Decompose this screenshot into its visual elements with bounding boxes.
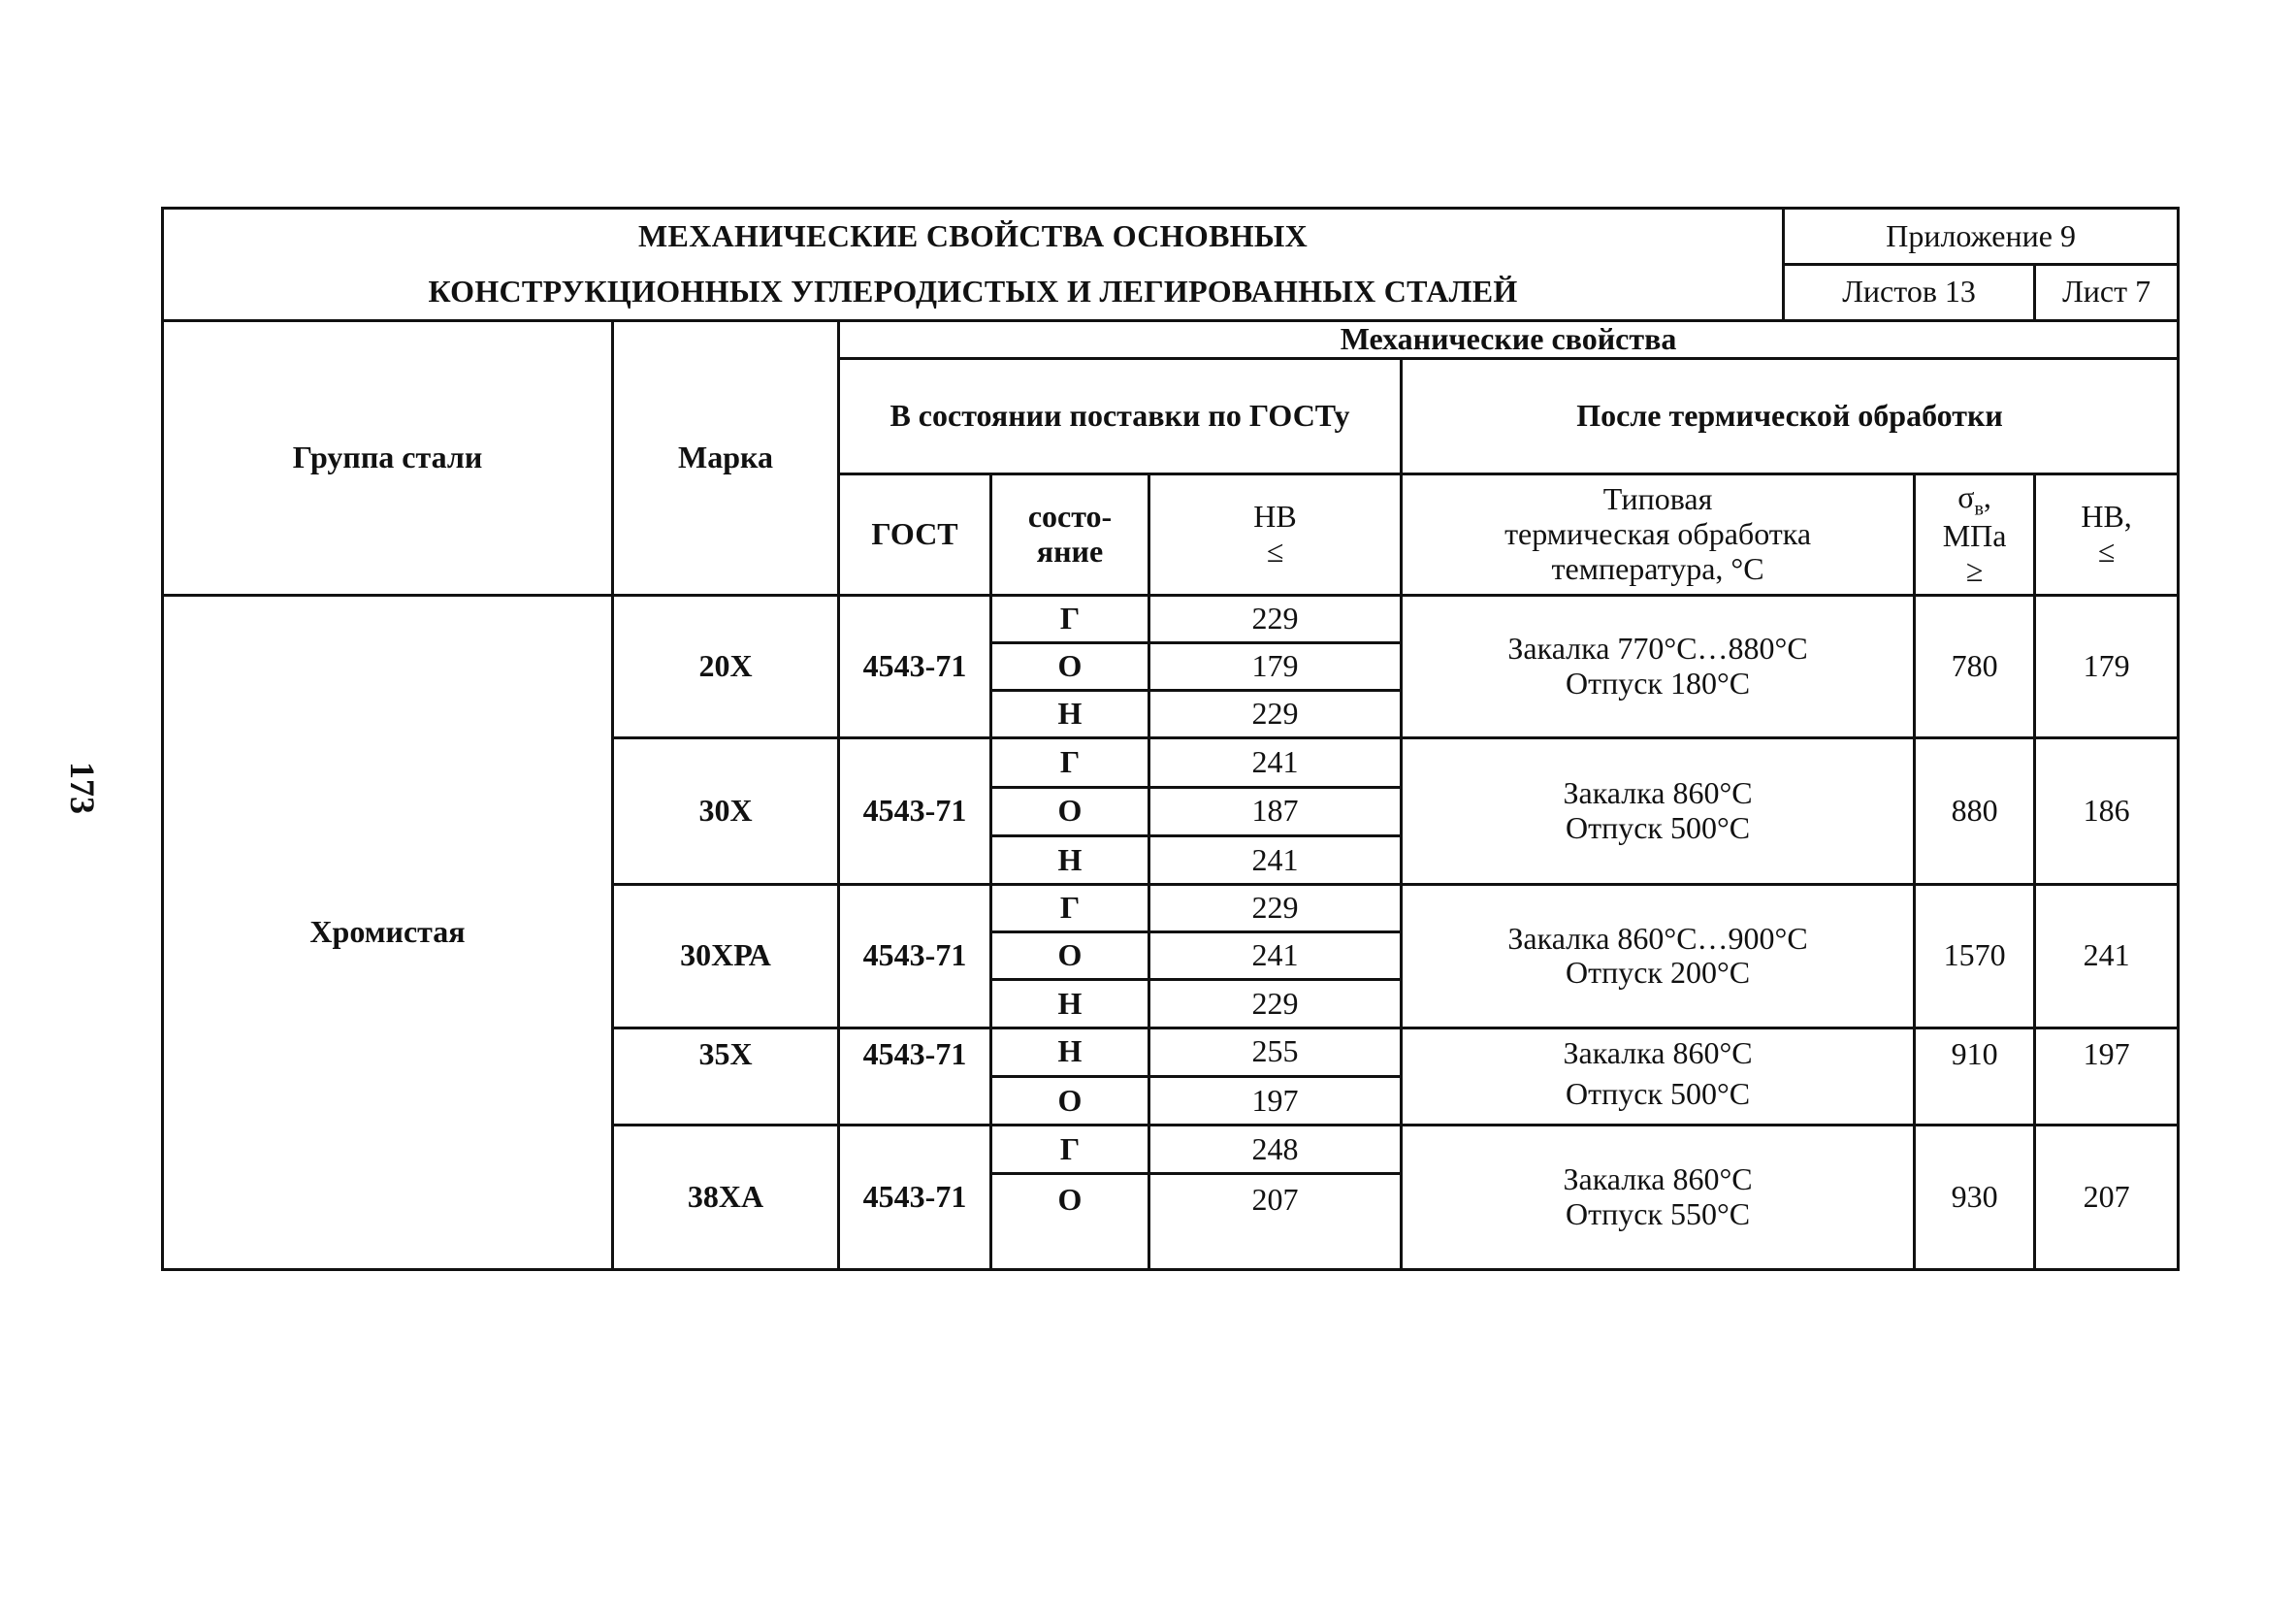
hb-after-cell: 197 xyxy=(2035,1028,2179,1125)
gost-cell: 4543-71 xyxy=(839,595,991,738)
temper-text: Отпуск 200°С xyxy=(1565,955,1751,991)
treatment-header-line-3: температура, °С xyxy=(1551,550,1764,586)
grade-header: Марка xyxy=(613,320,839,595)
hb-cell: 255 xyxy=(1149,1028,1402,1076)
temper-text: Отпуск 550°С xyxy=(1565,1196,1751,1232)
gost-header: ГОСТ xyxy=(839,474,991,596)
sheet-number: Лист 7 xyxy=(2035,265,2179,320)
hb-after-cell: 186 xyxy=(2035,738,2179,885)
steel-properties-table xyxy=(161,207,2180,1271)
gost-cell: 4543-71 xyxy=(839,738,991,885)
hb-after-cell: 241 xyxy=(2035,885,2179,1028)
grade-cell: 30ХРА xyxy=(613,885,839,1028)
hb-cell: 187 xyxy=(1149,787,1402,835)
hb-after-header xyxy=(2035,474,2179,596)
sigma-cell: 930 xyxy=(1915,1126,2035,1270)
sigma-symbol: σ xyxy=(1957,478,1975,514)
gost-cell: 4543-71 xyxy=(839,1028,991,1125)
hb-after-cell: 179 xyxy=(2035,595,2179,738)
group-header: Группа стали xyxy=(163,320,613,595)
after-heat-header: После термической обработки xyxy=(1402,358,2179,474)
title-row-1 xyxy=(163,209,2179,265)
treatment-cell xyxy=(1402,1126,1915,1270)
quench-text: Закалка 860°С xyxy=(1563,1034,1753,1070)
temper-text: Отпуск 500°С xyxy=(1565,810,1751,846)
quench-text: Закалка 860°С xyxy=(1563,775,1753,811)
treatment-cell xyxy=(1402,885,1915,1028)
header-row-1 xyxy=(163,320,2179,358)
state-header-line-2: яние xyxy=(1036,533,1104,569)
temper-text: Отпуск 500°С xyxy=(1565,1076,1751,1112)
hb-cell: 248 xyxy=(1149,1126,1402,1174)
state-cell: Г xyxy=(991,595,1149,642)
state-cell: О xyxy=(991,787,1149,835)
title-row-2 xyxy=(163,265,2179,320)
hb-after-cell: 207 xyxy=(2035,1126,2179,1270)
sigma-subscript: в xyxy=(1974,498,1984,520)
appendix-label: Приложение 9 xyxy=(1784,209,2179,265)
hb-cell: 179 xyxy=(1149,642,1402,690)
hb-header xyxy=(1149,474,1402,596)
state-cell: Г xyxy=(991,885,1149,932)
sigma-cell: 910 xyxy=(1915,1028,2035,1125)
doc-title-line-1: МЕХАНИЧЕСКИЕ СВОЙСТВА ОСНОВНЫХ xyxy=(163,209,1784,265)
sigma-unit: МПа xyxy=(1942,518,2007,554)
hb-cell: 229 xyxy=(1149,885,1402,932)
treatment-cell xyxy=(1402,738,1915,885)
hb-cell: 207 xyxy=(1149,1174,1402,1270)
mech-props-header: Механические свойства xyxy=(839,320,2179,358)
state-cell: О xyxy=(991,642,1149,690)
hb-header-line-1: HB xyxy=(1253,499,1297,535)
hb-cell: 241 xyxy=(1149,738,1402,787)
delivery-header: В состоянии поставки по ГОСТу xyxy=(839,358,1402,474)
state-cell: Г xyxy=(991,1126,1149,1174)
treatment-cell xyxy=(1402,595,1915,738)
grade-cell: 35Х xyxy=(613,1028,839,1125)
steel-group-cell: Хромистая xyxy=(163,595,613,1269)
state-header-line-1: состо- xyxy=(1027,499,1113,535)
quench-text: Закалка 770°С…880°С xyxy=(1507,631,1808,667)
state-cell: О xyxy=(991,1076,1149,1125)
table-row xyxy=(163,595,2179,642)
sigma-cell: 780 xyxy=(1915,595,2035,738)
grade-cell: 30Х xyxy=(613,738,839,885)
hb-cell: 229 xyxy=(1149,980,1402,1028)
treatment-header xyxy=(1402,474,1915,596)
quench-text: Закалка 860°С xyxy=(1563,1161,1753,1197)
doc-title-line-2: КОНСТРУКЦИОННЫХ УГЛЕРОДИСТЫХ И ЛЕГИРОВАННЫХ СТАЛЕЙ xyxy=(163,265,1784,320)
sigma-header xyxy=(1915,474,2035,596)
sigma-comma: , xyxy=(1983,478,1991,514)
quench-text: Закалка 860°С…900°С xyxy=(1507,920,1808,956)
page-number: 173 xyxy=(63,762,102,814)
hb-cell: 241 xyxy=(1149,835,1402,884)
state-cell: Н xyxy=(991,691,1149,738)
hb-header-line-2: ≤ xyxy=(1266,533,1284,569)
hb-cell: 229 xyxy=(1149,691,1402,738)
hb-cell: 197 xyxy=(1149,1076,1402,1125)
state-cell: Г xyxy=(991,738,1149,787)
state-cell: Н xyxy=(991,835,1149,884)
grade-cell: 20Х xyxy=(613,595,839,738)
hb-cell: 229 xyxy=(1149,595,1402,642)
hb-cell: 241 xyxy=(1149,932,1402,980)
treatment-cell xyxy=(1402,1028,1915,1125)
state-cell: О xyxy=(991,932,1149,980)
state-cell: О xyxy=(991,1174,1149,1270)
sigma-cell: 880 xyxy=(1915,738,2035,885)
sheets-total: Листов 13 xyxy=(1784,265,2035,320)
sigma-cell: 1570 xyxy=(1915,885,2035,1028)
hb-after-header-line-2: ≤ xyxy=(2097,533,2116,569)
gost-cell: 4543-71 xyxy=(839,1126,991,1270)
gost-cell: 4543-71 xyxy=(839,885,991,1028)
treatment-header-line-2: термическая обработка xyxy=(1504,515,1812,551)
sigma-ge: ≥ xyxy=(1965,553,1984,589)
state-cell: Н xyxy=(991,1028,1149,1076)
hb-after-header-line-1: HB, xyxy=(2081,499,2132,535)
state-header xyxy=(991,474,1149,596)
treatment-header-line-1: Типовая xyxy=(1602,481,1713,517)
state-cell: Н xyxy=(991,980,1149,1028)
temper-text: Отпуск 180°С xyxy=(1565,666,1751,701)
grade-cell: 38ХА xyxy=(613,1126,839,1270)
